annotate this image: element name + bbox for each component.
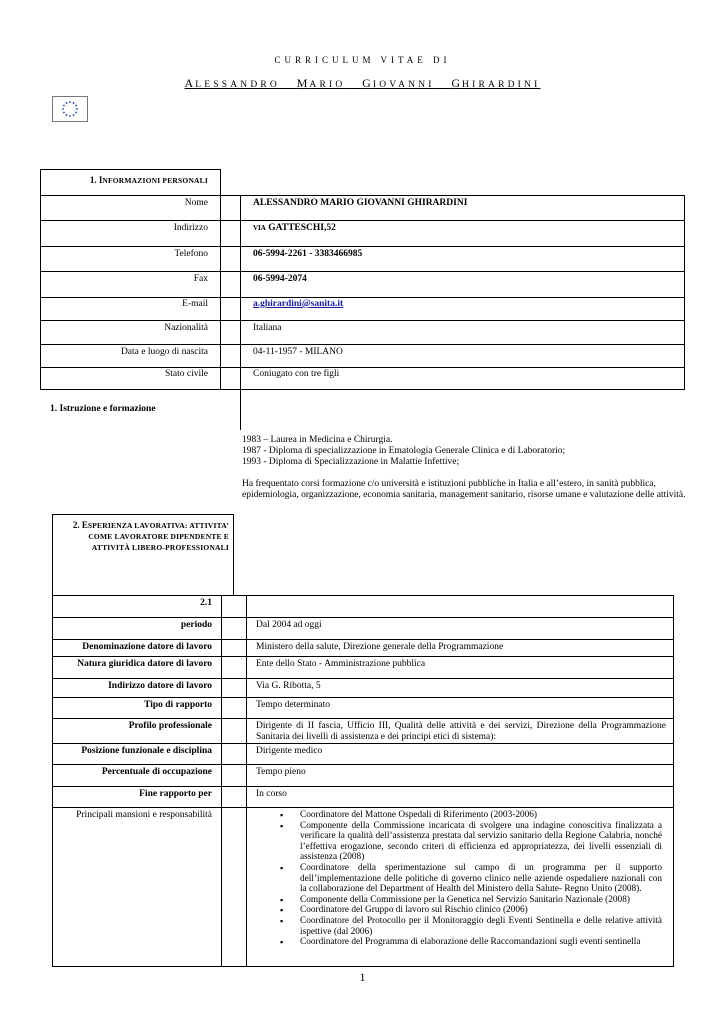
job-label: Tipo di rapporto	[144, 700, 212, 710]
duty-item: ▪ Coordinatore del Gruppo di lavoro sul Rischio clinico (2006)	[300, 905, 662, 916]
job-value: Via G. Ribotta, 5	[256, 681, 321, 691]
cv-owner-name	[0, 76, 725, 91]
duty-item: ▪ Coordinatore del Programma di elaborazione delle Raccomandazioni sugli eventi sentinella	[300, 937, 662, 948]
job-value: In corso	[256, 789, 287, 799]
personal-value: 04-11-1957 - MILANO	[253, 347, 343, 357]
education-courses: Ha frequentato corsi formazione c/o università e istituzioni pubbliche in Italia e all’estero, in sanità pubblica, epidemiologia, organizzazione, economia sanitaria, management sanitario, risorse umane e valutazione delle attività.	[242, 479, 686, 500]
personal-label: Stato civile	[164, 369, 208, 379]
flag-star	[75, 112, 77, 114]
duty-item: ▪ Componente della Commissione incaricata di svolgere una indagine conoscitiva finalizzata a verificare la qualità dell’assistenza prestata dal servizio sanitario della Regione Calabria, nonché l’effettiva erogazione, secondo criteri di efficienza ed appropriatezza, dei livelli essenziali di assistenza (2008)	[300, 821, 662, 863]
name-rest-2: IOVANNI	[372, 80, 435, 90]
name-word: ALESSANDRO	[184, 76, 280, 90]
job-label: periodo	[180, 620, 212, 630]
personal-value: 06-5994-2261 - 3383466985	[253, 249, 363, 259]
education-block	[242, 435, 702, 501]
flag-star	[69, 115, 71, 117]
personal-label: Nome	[184, 198, 208, 208]
name-rest-1: ARIO	[309, 80, 346, 90]
name-rest-3: HIRARDINI	[462, 80, 541, 90]
job-label: Percentuale di occupazione	[101, 767, 212, 777]
flag-star	[66, 114, 68, 116]
job-value: Dirigente medico	[256, 746, 323, 756]
job-value: Ministero della salute, Direzione generale della Programmazione	[256, 642, 504, 652]
personal-label: Indirizzo	[173, 223, 208, 233]
flag-star	[63, 105, 65, 107]
job-value: Dirigente di II fascia, Ufficio III, Qualità delle attività e dei servizi, Direzione della Programmazione Sanitaria dei livelli di assistenza e dei principi etici di sistema):	[256, 721, 666, 742]
experience-title: 2. ESPERIENZA LAVORATIVA: ATTIVITA’ COME LAVORATORE DIPENDENTE E ATTIVITÀ LIBERO-PROFESSIONALI	[72, 520, 229, 552]
job-value: Dal 2004 ad oggi	[256, 620, 322, 630]
job-number: 2.1	[200, 598, 212, 608]
personal-label: Telefono	[174, 249, 208, 259]
job-value: Ente dello Stato - Amministrazione pubblica	[256, 659, 426, 669]
duty-item: ▪ Coordinatore del Protocollo per il Monitoraggio degli Eventi Sentinella e delle relative attività ispettive (dal 2006)	[300, 916, 662, 937]
personal-info-header	[40, 169, 221, 196]
personal-label: Data e luogo di nascita	[120, 347, 208, 357]
job-label: Denominazione datore di lavoro	[82, 642, 212, 652]
duty-item: ▪ Coordinatore della sperimentazione sul campo di un programma per il supporto dell’implementazione delle politiche di governo clinico nelle aziende ospedaliere nazionali con la collaborazione del Department of Health del Ministero della Salute- Regno Unito (2008).	[300, 863, 662, 895]
personal-info-title: 1. INFORMAZIONI PERSONALI	[89, 175, 208, 185]
flag-star	[75, 105, 77, 107]
experience-header	[52, 514, 234, 596]
duties-list	[254, 810, 662, 948]
name-rest-0: LESSANDRO	[195, 80, 280, 90]
name-word: GIOVANNI	[362, 76, 435, 90]
document-title: CURRICULUM VITAE DI	[274, 55, 451, 65]
flag-star	[66, 102, 68, 104]
education-line: 1987 - Diploma di specializzazione in Ematologia Generale Clinica e di Laboratorio;	[242, 446, 566, 456]
education-title: 1. Istruzione e formazione	[50, 404, 156, 414]
personal-label: Fax	[193, 274, 208, 284]
flag-star	[73, 114, 75, 116]
job-label: Natura giuridica datore di lavoro	[77, 659, 212, 669]
personal-value: Coniugato con tre figli	[253, 369, 340, 379]
flag-star	[69, 101, 71, 103]
name-word: GHIRARDINI	[451, 76, 541, 90]
page-number: 1	[359, 970, 366, 984]
flag-star	[76, 108, 78, 110]
flag-star	[62, 108, 64, 110]
duty-item: ▪ Componente della Commissione per la Genetica nel Servizio Sanitario Nazionale (2008)	[300, 895, 662, 906]
job-label: Profilo professionale	[128, 721, 212, 731]
personal-value: 06-5994-2074	[253, 274, 307, 284]
personal-value: via GATTESCHI,52	[253, 223, 336, 233]
education-line: 1993 - Diploma di Specializzazione in Malattie Infettive;	[242, 457, 460, 467]
duty-item: ▪ Coordinatore del Mattone Ospedali di Riferimento (2003-2006)	[300, 810, 662, 821]
job-value: Tempo determinato	[256, 700, 330, 710]
job-label: Posizione funzionale e disciplina	[81, 746, 212, 756]
duties-list-container	[254, 810, 662, 948]
personal-label: E-mail	[182, 299, 208, 309]
personal-label: Nazionalità	[164, 323, 208, 333]
education-line: 1983 – Laurea in Medicina e Chirurgia.	[242, 435, 393, 445]
flag-star	[63, 112, 65, 114]
flag-star	[73, 102, 75, 104]
personal-value: Italiana	[253, 323, 282, 333]
personal-value: ALESSANDRO MARIO GIOVANNI GHIRARDINI	[253, 198, 468, 208]
name-word: MARIO	[296, 76, 346, 90]
job-value: Tempo pieno	[256, 767, 306, 777]
eu-flag-icon	[52, 96, 88, 122]
email-link[interactable]: a.ghirardini@sanita.it	[253, 299, 344, 309]
job-label: Indirizzo datore di lavoro	[108, 681, 212, 691]
job-label: Fine rapporto per	[139, 789, 212, 799]
duties-label: Principali mansioni e responsabilità	[76, 810, 212, 820]
